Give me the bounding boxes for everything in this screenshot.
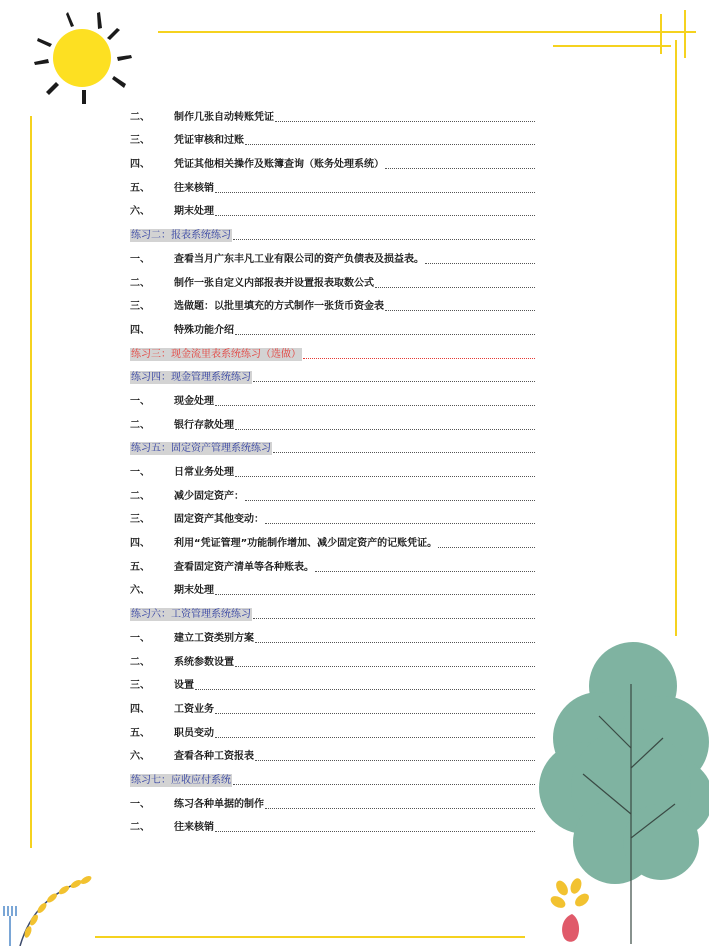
dot-leader <box>233 238 535 240</box>
toc-entry-number: 二、 <box>130 822 150 834</box>
toc-entry-title: 练习各种单据的制作 <box>174 798 264 810</box>
toc-entry-number: 四、 <box>130 324 150 336</box>
toc-section-title: 练习二：报表系统练习 <box>131 230 231 242</box>
toc-entry-title: 特殊功能介绍 <box>174 324 234 336</box>
right-frame-line-outer <box>684 10 686 58</box>
dot-leader <box>385 309 535 311</box>
toc-entry[interactable] <box>130 550 535 574</box>
dot-leader <box>255 641 535 643</box>
dot-leader <box>438 546 535 548</box>
toc-entry-number: 五、 <box>130 561 150 573</box>
dot-leader <box>273 451 535 453</box>
toc-section-heading[interactable] <box>130 337 535 361</box>
toc-entry[interactable] <box>130 692 535 716</box>
toc-entry[interactable] <box>130 787 535 811</box>
toc-entry-number: 三、 <box>130 301 150 313</box>
toc-entry[interactable] <box>130 574 535 598</box>
bottom-frame-line <box>95 936 525 938</box>
toc-entry[interactable] <box>130 124 535 148</box>
toc-entry-number: 四、 <box>130 159 150 171</box>
toc-entry-title: 设置 <box>174 680 194 692</box>
toc-entry-title: 制作一张自定义内部报表并设置报表取数公式 <box>174 277 374 289</box>
toc-entry-number: 二、 <box>130 419 150 431</box>
toc-entry-title: 制作几张自动转账凭证 <box>174 111 274 123</box>
left-margin-line <box>30 116 32 848</box>
toc-section-title: 练习五：固定资产管理系统练习 <box>131 443 271 455</box>
toc-entry[interactable] <box>130 242 535 266</box>
dot-leader <box>215 214 535 216</box>
toc-entry-title: 查看各种工资报表 <box>174 751 254 763</box>
dot-leader <box>385 167 535 169</box>
dot-leader <box>215 830 535 832</box>
toc-entry[interactable] <box>130 621 535 645</box>
toc-entry-number: 二、 <box>130 656 150 668</box>
dot-leader <box>265 807 535 809</box>
toc-entry-title: 期末处理 <box>174 206 214 218</box>
right-frame-line <box>660 14 662 54</box>
toc-section-heading[interactable] <box>130 432 535 456</box>
toc-section-heading[interactable] <box>130 218 535 242</box>
dot-leader <box>215 404 535 406</box>
toc-entry-number: 三、 <box>130 135 150 147</box>
table-of-contents <box>130 100 535 834</box>
toc-entry-number: 二、 <box>130 111 150 123</box>
toc-entry-number: 一、 <box>130 632 150 644</box>
toc-entry[interactable] <box>130 290 535 314</box>
toc-entry-title: 固定资产其他变动： <box>174 514 264 526</box>
toc-entry-title: 查看固定资产清单等各种账表。 <box>174 561 314 573</box>
toc-entry-number: 一、 <box>130 253 150 265</box>
toc-entry-number: 三、 <box>130 680 150 692</box>
toc-entry-title: 往来核销 <box>174 822 214 834</box>
dot-leader <box>215 191 535 193</box>
toc-entry-title: 银行存款处理 <box>174 419 234 431</box>
dot-leader <box>235 475 535 477</box>
toc-entry-number: 六、 <box>130 206 150 218</box>
toc-entry-title: 期末处理 <box>174 585 214 597</box>
dot-leader <box>235 428 535 430</box>
dot-leader <box>375 286 535 288</box>
dot-leader <box>215 712 535 714</box>
toc-entry[interactable] <box>130 645 535 669</box>
dot-leader <box>255 759 535 761</box>
toc-entry-title: 日常业务处理 <box>174 467 234 478</box>
sun-icon <box>28 8 138 108</box>
dot-leader <box>245 143 535 145</box>
toc-entry-title: 凭证审核和过账 <box>174 135 244 147</box>
toc-entry-title: 职员变动 <box>174 727 214 739</box>
dot-leader <box>215 593 535 595</box>
dot-leader <box>233 783 535 785</box>
dot-leader <box>265 522 535 524</box>
toc-entry[interactable] <box>130 147 535 171</box>
top-frame-line <box>158 31 696 33</box>
toc-entry[interactable] <box>130 669 535 693</box>
dot-leader <box>303 357 535 359</box>
toc-entry[interactable] <box>130 740 535 764</box>
toc-entry-number: 五、 <box>130 182 150 194</box>
toc-entry[interactable] <box>130 100 535 124</box>
toc-entry-title: 查看当月广东丰凡工业有限公司的资产负债表及损益表。 <box>174 253 424 265</box>
toc-entry[interactable] <box>130 716 535 740</box>
toc-entry-number: 二、 <box>130 277 150 289</box>
dot-leader <box>215 736 535 738</box>
toc-entry[interactable] <box>130 266 535 290</box>
toc-section-title: 练习七：应收应付系统 <box>131 774 231 786</box>
toc-entry-title: 利用“凭证管理”功能制作增加、减少固定资产的记账凭证。 <box>174 538 438 550</box>
dot-leader <box>253 380 535 382</box>
dot-leader <box>245 499 535 501</box>
toc-entry[interactable] <box>130 479 535 503</box>
dot-leader <box>195 688 535 690</box>
dot-leader <box>235 665 535 667</box>
toc-entry-title: 选做题：以批里填充的方式制作一张货币资金表 <box>174 301 384 313</box>
toc-entry-number: 二、 <box>130 490 150 502</box>
toc-entry-number: 六、 <box>130 751 150 763</box>
toc-section-heading[interactable] <box>130 763 535 787</box>
toc-entry[interactable] <box>130 503 535 527</box>
toc-section-heading[interactable] <box>130 597 535 621</box>
toc-entry-number: 一、 <box>130 395 150 407</box>
toc-entry-title: 减少固定资产： <box>174 490 244 502</box>
toc-entry[interactable] <box>130 408 535 432</box>
right-margin-line <box>675 40 677 636</box>
dot-leader <box>275 120 535 122</box>
toc-entry-title: 往来核销 <box>174 182 214 194</box>
dot-leader <box>235 333 535 335</box>
toc-entry[interactable] <box>130 811 535 835</box>
toc-entry-number: 四、 <box>130 703 150 715</box>
toc-entry-title: 工资业务 <box>174 703 214 715</box>
toc-section-title: 练习六：工资管理系统练习 <box>131 609 251 621</box>
toc-entry-title: 建立工资类别方案 <box>174 632 254 644</box>
dot-leader <box>315 570 535 572</box>
toc-section-title: 练习四：现金管理系统练习 <box>131 372 251 384</box>
top-frame-line-short <box>553 45 671 47</box>
toc-entry-title: 现金处理 <box>174 395 214 407</box>
toc-entry[interactable] <box>130 313 535 337</box>
toc-entry[interactable] <box>130 195 535 219</box>
toc-entry-number: 四、 <box>130 538 150 550</box>
toc-entry-number: 一、 <box>130 798 150 810</box>
toc-entry-title: 系统参数设置 <box>174 656 234 668</box>
toc-section-heading[interactable] <box>130 361 535 385</box>
toc-entry[interactable] <box>130 384 535 408</box>
toc-entry[interactable] <box>130 455 535 479</box>
toc-section-title: 练习三：现金流里表系统练习（选做） <box>131 348 301 360</box>
dot-leader <box>425 262 535 264</box>
toc-entry-number: 五、 <box>130 727 150 739</box>
dot-leader <box>253 617 535 619</box>
toc-entry-number: 六、 <box>130 585 150 597</box>
toc-entry-number: 一、 <box>130 467 150 478</box>
wheat-icon <box>0 872 100 946</box>
radish-icon <box>548 878 598 944</box>
toc-entry-title: 凭证其他相关操作及账簿查询（账务处理系统） <box>174 159 384 171</box>
toc-entry[interactable] <box>130 171 535 195</box>
toc-entry-number: 三、 <box>130 514 150 526</box>
toc-entry[interactable] <box>130 526 535 550</box>
